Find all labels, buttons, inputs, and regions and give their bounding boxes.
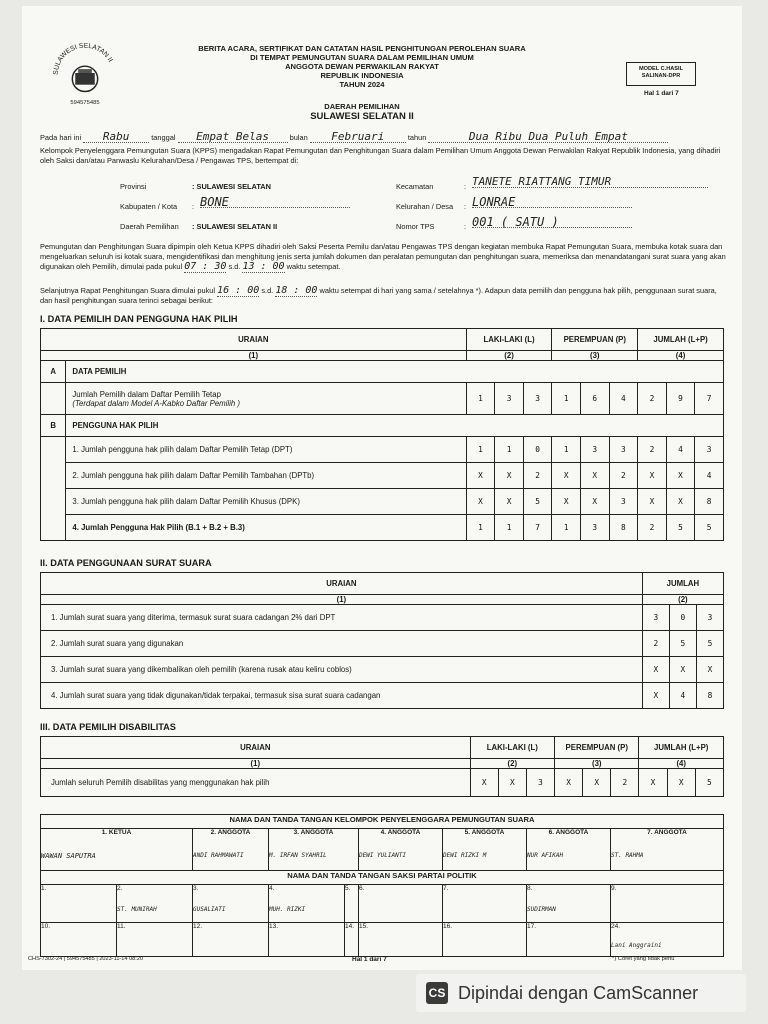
digit-cell: 1 xyxy=(552,437,581,463)
waktu-label: waktu setempat. xyxy=(286,262,341,271)
saksi-cell xyxy=(443,885,527,923)
digit-cell: 3 xyxy=(642,605,669,631)
digit-cell: X xyxy=(667,769,695,797)
digit-cell: 4 xyxy=(695,463,724,489)
digit-cell: X xyxy=(552,463,581,489)
provinsi-value: : SULAWESI SELATAN xyxy=(192,182,271,191)
saksi-cell xyxy=(269,923,345,957)
saksi-number: 13. xyxy=(269,923,279,930)
saksi-cell xyxy=(117,885,193,923)
header-line3: ANGGOTA DEWAN PERWAKILAN RAKYAT xyxy=(285,62,439,71)
col-uraian-2: URAIAN xyxy=(41,573,643,595)
tahun-value: Dua Ribu Dua Puluh Empat xyxy=(428,132,668,143)
col-num-4: (4) xyxy=(638,351,724,361)
saksi-cell xyxy=(359,923,443,957)
digit-cell: 2 xyxy=(609,463,638,489)
digit-cell: 3 xyxy=(580,437,609,463)
saksi-number: 8. xyxy=(527,885,533,892)
digit-cell: 8 xyxy=(695,489,724,515)
saksi-cell xyxy=(527,923,611,957)
logo-text: SULAWESI SELATAN II xyxy=(52,42,114,76)
page-indicator: Hal 1 dari 7 xyxy=(644,90,679,97)
kpps-cell xyxy=(359,829,443,871)
intro-paragraph: Kelompok Penyelenggara Pemungutan Suara (KPPS) mengadakan Rapat Pemungutan dan Penghitungan Suara dalam Pemilihan Umum Anggota Dewan Perwakilan Rakyat Republik Indonesia, yang dihadiri oleh Saksi dan/atau Panwaslu Kelurahan/Desa / Pengawas TPS, bertempat di: xyxy=(40,146,721,165)
b2-label: 2. Jumlah pengguna hak pilih dalam Daftar Pemilih Tambahan (DPTb) xyxy=(66,463,466,489)
header-line4: REPUBLIK INDONESIA xyxy=(320,71,404,80)
col-laki: LAKI-LAKI (L) xyxy=(466,329,552,351)
footer-note: *) Coret yang tidak perlu xyxy=(612,956,675,962)
b3-label: 3. Jumlah pengguna hak pilih dalam Daftar Pemilih Khusus (DPK) xyxy=(66,489,466,515)
ii4-label: 4. Jumlah surat suara yang tidak digunakan/tidak terpakai, termasuk sisa surat suara cadangan xyxy=(41,683,643,709)
section-1-title: I. DATA PEMILIH DAN PENGGUNA HAK PILIH xyxy=(40,314,238,324)
tps-value: 001 ( SATU ) xyxy=(472,217,632,228)
table-row-b2 xyxy=(41,463,724,489)
digit-cell: 2 xyxy=(638,515,667,541)
saksi-number: 9. xyxy=(611,885,617,892)
table-row-ii1 xyxy=(41,605,724,631)
footer-page: Hal 1 dari 7 xyxy=(352,956,387,963)
digit-cell: 3 xyxy=(523,383,552,415)
label-tanggal: tanggal xyxy=(151,133,176,142)
digit-cell: 4 xyxy=(666,437,695,463)
signer-name: DEWI YULIANTI xyxy=(359,852,406,859)
saksi-cell xyxy=(117,923,193,957)
code-a: A xyxy=(41,361,66,383)
digit-cell: 2 xyxy=(611,769,639,797)
digit-cell: X xyxy=(638,463,667,489)
digit-cell: X xyxy=(639,769,667,797)
dapil-title: SULAWESI SELATAN II xyxy=(310,111,414,122)
col-num-3: (3) xyxy=(552,351,638,361)
digit-cell: 8 xyxy=(696,683,723,709)
col-uraian: URAIAN xyxy=(41,329,467,351)
table-row-ii2 xyxy=(41,631,724,657)
role-label: 4. ANGGOTA xyxy=(380,829,421,836)
role-label: 5. ANGGOTA xyxy=(464,829,505,836)
col-laki-3: LAKI-LAKI (L) xyxy=(470,737,554,759)
kabupaten-label: Kabupaten / Kota xyxy=(120,202,178,211)
saksi-cell xyxy=(527,885,611,923)
digit-cell: 7 xyxy=(695,383,724,415)
digit-cell: X xyxy=(580,463,609,489)
digit-cell: 5 xyxy=(666,515,695,541)
digit-cell: 0 xyxy=(523,437,552,463)
bulan-value: Februari xyxy=(310,132,406,143)
table-row-b3 xyxy=(41,489,724,515)
saksi-cell xyxy=(443,923,527,957)
dapil-label: DAERAH PEMILIHAN xyxy=(324,102,400,111)
intro-line xyxy=(40,132,730,143)
kpps-cell xyxy=(41,829,193,871)
label-bulan: bulan xyxy=(289,133,308,142)
role-label: 7. ANGGOTA xyxy=(647,829,687,836)
table-row-b4 xyxy=(41,515,724,541)
kpps-title: NAMA DAN TANDA TANGAN KELOMPOK PENYELENGGARA PEMUNGUTAN SUARA xyxy=(41,815,724,829)
saksi-title: NAMA DAN TANDA TANGAN SAKSI PARTAI POLITIK xyxy=(41,871,724,885)
form-header xyxy=(142,44,582,89)
kpps-cell xyxy=(269,829,359,871)
digit-cell: 2 xyxy=(638,437,667,463)
sd-label-2: s.d. xyxy=(261,286,274,295)
digit-cell: X xyxy=(642,683,669,709)
digit-cell: X xyxy=(470,769,498,797)
kpps-cell xyxy=(611,829,724,871)
digit-cell: X xyxy=(466,463,495,489)
iii-label: Jumlah seluruh Pemilih disabilitas yang menggunakan hak pilih xyxy=(41,769,471,797)
kabupaten-value: BONE xyxy=(200,197,350,208)
header-line2: DI TEMPAT PEMUNGUTAN SUARA DALAM PEMILIHAN UMUM xyxy=(250,53,474,62)
col-jumlah: JUMLAH (L+P) xyxy=(638,329,724,351)
digit-cell: 1 xyxy=(466,437,495,463)
role-label: 6. ANGGOTA xyxy=(548,829,589,836)
saksi-cell xyxy=(41,885,117,923)
ii1-label: 1. Jumlah surat suara yang diterima, termasuk surat suara cadangan 2% dari DPT xyxy=(41,605,643,631)
time-start-2: 16 : 00 xyxy=(217,285,260,296)
code-b: B xyxy=(41,415,66,437)
kelurahan-label: Kelurahan / Desa xyxy=(396,202,454,211)
procedure-text-1: Pemungutan dan Penghitungan Suara dipimpin oleh Ketua KPPS dihadiri oleh Saksi Peserta Pemilu dan/atau Pengawas TPS dengan kegiatan membuka Rapat Pemungutan Suara, membuka kotak suara dan mengeluarkan seluruh isi kotak suara, mengidentifikasi dan menghitung jenis serta jumlah dokumen dan peralatan pemungutan dan penghitungan suara, memeriksa dan menandatangani surat suara yang akan digunakan oleh Pemilih, dimulai pada pukul xyxy=(40,242,726,271)
table-row-a1 xyxy=(41,383,724,415)
a1-label-line2: (Terdapat dalam Model A-Kabko Daftar Pemilih ) xyxy=(72,398,240,408)
section-2-table xyxy=(40,572,724,709)
digit-cell: X xyxy=(642,657,669,683)
dapil-row-label: Daerah Pemilihan xyxy=(120,222,179,231)
digit-cell: X xyxy=(498,769,526,797)
col-num-1: (1) xyxy=(41,351,467,361)
digit-cell: 1 xyxy=(552,383,581,415)
col-num-3-4: (4) xyxy=(639,759,724,769)
tanggal-value: Empat Belas xyxy=(178,132,288,143)
kpu-logo-icon xyxy=(46,34,124,112)
saksi-number: 6. xyxy=(359,885,365,892)
digit-cell: 6 xyxy=(580,383,609,415)
digit-cell: 2 xyxy=(642,631,669,657)
camscanner-text: Dipindai dengan CamScanner xyxy=(458,982,699,1003)
table-row-iii xyxy=(41,769,724,797)
col-jumlah-3: JUMLAH (L+P) xyxy=(639,737,724,759)
digit-cell: 2 xyxy=(523,463,552,489)
digit-cell: X xyxy=(669,657,696,683)
hari-value: Rabu xyxy=(83,132,149,143)
b1-label: 1. Jumlah pengguna hak pilih dalam Daftar Pemilih Tetap (DPT) xyxy=(66,437,466,463)
digit-cell: X xyxy=(666,489,695,515)
saksi-name: MUH. RIZKI xyxy=(269,906,306,913)
col-perempuan: PEREMPUAN (P) xyxy=(552,329,638,351)
digit-cell: 3 xyxy=(580,515,609,541)
signer-name: DEWI RIZKI M xyxy=(443,852,487,859)
col-num-2-1: (1) xyxy=(41,595,643,605)
digit-cell: 3 xyxy=(609,489,638,515)
role-label: 3. ANGGOTA xyxy=(293,829,334,836)
b4-label: 4. Jumlah Pengguna Hak Pilih (B.1 + B.2 + B.3) xyxy=(66,515,466,541)
saksi-number: 11. xyxy=(117,923,126,930)
digit-cell: X xyxy=(583,769,611,797)
label-tahun: tahun xyxy=(407,133,427,142)
digit-cell: 3 xyxy=(696,605,723,631)
digit-cell: 4 xyxy=(609,383,638,415)
digit-cell: 9 xyxy=(666,383,695,415)
section-1-table xyxy=(40,328,724,541)
saksi-name: GUSALIATI xyxy=(193,906,226,913)
procedure-paragraph-2 xyxy=(40,286,730,306)
saksi-cell xyxy=(611,923,724,957)
a1-label-line1: Jumlah Pemilih dalam Daftar Pemilih Tetap xyxy=(72,389,221,399)
label-pada-hari-ini: Pada hari ini xyxy=(40,133,82,142)
col-num-3-2: (2) xyxy=(470,759,554,769)
saksi-row-2 xyxy=(41,923,724,957)
digit-cell: X xyxy=(466,489,495,515)
digit-cell: X xyxy=(638,489,667,515)
saksi-name: SUDIRMAN xyxy=(527,906,556,913)
saksi-number: 12. xyxy=(193,923,203,930)
signer-name: NUR AFIKAH xyxy=(527,852,564,859)
digit-cell: 5 xyxy=(695,769,723,797)
role-label: 1. KETUA xyxy=(101,829,132,836)
section-3-title: III. DATA PEMILIH DISABILITAS xyxy=(40,722,176,732)
digit-cell: 2 xyxy=(638,383,667,415)
digit-cell: 1 xyxy=(466,515,495,541)
col-num-2: (2) xyxy=(466,351,552,361)
digit-cell: 3 xyxy=(526,769,554,797)
digit-cell: 1 xyxy=(495,515,524,541)
a1-label xyxy=(66,383,466,415)
table-row-b1 xyxy=(41,437,724,463)
digit-cell: 1 xyxy=(552,515,581,541)
section-3-table xyxy=(40,736,724,797)
saksi-name: Lani Anggraini xyxy=(611,942,662,949)
col-uraian-3: URAIAN xyxy=(41,737,471,759)
time-end-1: 13 : 00 xyxy=(242,261,285,272)
col-perempuan-3: PEREMPUAN (P) xyxy=(555,737,639,759)
b-title: PENGGUNA HAK PILIH xyxy=(66,415,724,437)
a-title: DATA PEMILIH xyxy=(66,361,724,383)
digit-cell: 5 xyxy=(696,631,723,657)
procedure-text-2a: Selanjutnya Rapat Penghitungan Suara dimulai pukul xyxy=(40,286,216,295)
header-line5: TAHUN 2024 xyxy=(339,80,385,89)
kpps-cell xyxy=(193,829,269,871)
footer-code: CHS-7302-24 | 594575485 | 2023-11-14 08:20 xyxy=(28,956,144,962)
digit-cell: X xyxy=(552,489,581,515)
saksi-cell xyxy=(269,885,345,923)
digit-cell: 3 xyxy=(609,437,638,463)
digit-cell: 3 xyxy=(495,383,524,415)
saksi-cell xyxy=(193,885,269,923)
saksi-cell xyxy=(359,885,443,923)
role-label: 2. ANGGOTA xyxy=(210,829,251,836)
col-jumlah-2: JUMLAH xyxy=(642,573,723,595)
digit-cell: 4 xyxy=(669,683,696,709)
saksi-number: 2. xyxy=(117,885,123,892)
procedure-paragraph xyxy=(40,242,730,272)
table-row-ii3 xyxy=(41,657,724,683)
header-line1: BERITA ACARA, SERTIFIKAT DAN CATATAN HASIL PENGHITUNGAN PEROLEHAN SUARA xyxy=(198,44,526,53)
saksi-number: 15. xyxy=(359,923,369,930)
kpps-row xyxy=(41,829,724,871)
kecamatan-label: Kecamatan xyxy=(396,182,434,191)
section-2-title: II. DATA PENGGUNAAN SURAT SUARA xyxy=(40,558,212,568)
ii2-label: 2. Jumlah surat suara yang digunakan xyxy=(41,631,643,657)
tps-label: Nomor TPS xyxy=(396,222,435,231)
saksi-number: 7. xyxy=(443,885,449,892)
digit-cell: 0 xyxy=(669,605,696,631)
signer-name: ST. RAHMA xyxy=(611,852,644,859)
saksi-cell xyxy=(41,923,117,957)
form-page xyxy=(22,6,742,970)
signer-name: ANDI RAHMAWATI xyxy=(193,852,244,859)
saksi-number: 10. xyxy=(41,923,51,930)
saksi-name: ST. MUNIRAH xyxy=(117,906,157,913)
digit-cell: X xyxy=(696,657,723,683)
digit-cell: X xyxy=(495,463,524,489)
saksi-number: 16. xyxy=(443,923,453,930)
digit-cell: 1 xyxy=(466,383,495,415)
model-box: MODEL C.HASIL SALINAN-DPR xyxy=(626,62,696,86)
digit-cell: X xyxy=(666,463,695,489)
digit-cell: X xyxy=(495,489,524,515)
saksi-cell xyxy=(611,885,724,923)
signer-name: WAWAN SAPUTRA xyxy=(41,852,96,860)
kelurahan-value: LONRAE xyxy=(472,197,632,208)
digit-cell: 5 xyxy=(669,631,696,657)
col-num-2-2: (2) xyxy=(642,595,723,605)
saksi-number: 4. xyxy=(269,885,275,892)
digit-cell: 3 xyxy=(695,437,724,463)
saksi-row-1 xyxy=(41,885,724,923)
saksi-cell xyxy=(345,923,359,957)
location-block: Provinsi : SULAWESI SELATAN Kabupaten / Kota : BONE Daerah Pemilihan : SULAWESI SELATAN II Kecamatan : TANETE RIATTANG TIMUR Kelurahan / Desa : LONRAE Nomor TPS : 001 ( SATU ) xyxy=(120,182,720,238)
digit-cell: 8 xyxy=(609,515,638,541)
saksi-cell xyxy=(193,923,269,957)
ii3-label: 3. Jumlah surat suara yang dikembalikan oleh pemilih (karena rusak atau keliru coblos) xyxy=(41,657,643,683)
saksi-number: 5. xyxy=(345,885,351,892)
col-num-3-1: (1) xyxy=(41,759,471,769)
saksi-number: 3. xyxy=(193,885,199,892)
signer-name: M. IRFAN SYAHRIL xyxy=(269,852,327,859)
digit-cell: 1 xyxy=(495,437,524,463)
dapil-row-value: : SULAWESI SELATAN II xyxy=(192,222,278,231)
digit-cell: 5 xyxy=(523,489,552,515)
saksi-number: 24. xyxy=(611,923,621,930)
digit-cell: 7 xyxy=(523,515,552,541)
camscanner-watermark xyxy=(416,974,746,1012)
camscanner-icon: CS xyxy=(426,982,448,1004)
kpps-cell xyxy=(443,829,527,871)
time-end-2: 18 : 00 xyxy=(275,285,318,296)
col-num-3-3: (3) xyxy=(555,759,639,769)
digit-cell: 5 xyxy=(695,515,724,541)
saksi-number: 1. xyxy=(41,885,47,892)
table-row-ii4 xyxy=(41,683,724,709)
saksi-number: 14. xyxy=(345,923,355,930)
digit-cell: X xyxy=(555,769,583,797)
kpps-cell xyxy=(527,829,611,871)
procedure-text-2b: waktu setempat di hari yang sama / setelahnya *). Adapun data pemilih dan pengguna hak pilih, penggunaan surat suara, dan hasil penghitungan suara terinci sebagai berikut: xyxy=(40,286,717,305)
signature-table xyxy=(40,814,724,957)
logo-number: 594575485 xyxy=(70,100,100,107)
provinsi-label: Provinsi xyxy=(120,182,147,191)
saksi-number: 17. xyxy=(527,923,537,930)
saksi-cell xyxy=(345,885,359,923)
sd-label-1: s.d. xyxy=(228,262,241,271)
time-start-1: 07 : 30 xyxy=(184,261,227,272)
kecamatan-value: TANETE RIATTANG TIMUR xyxy=(472,177,708,188)
digit-cell: X xyxy=(580,489,609,515)
